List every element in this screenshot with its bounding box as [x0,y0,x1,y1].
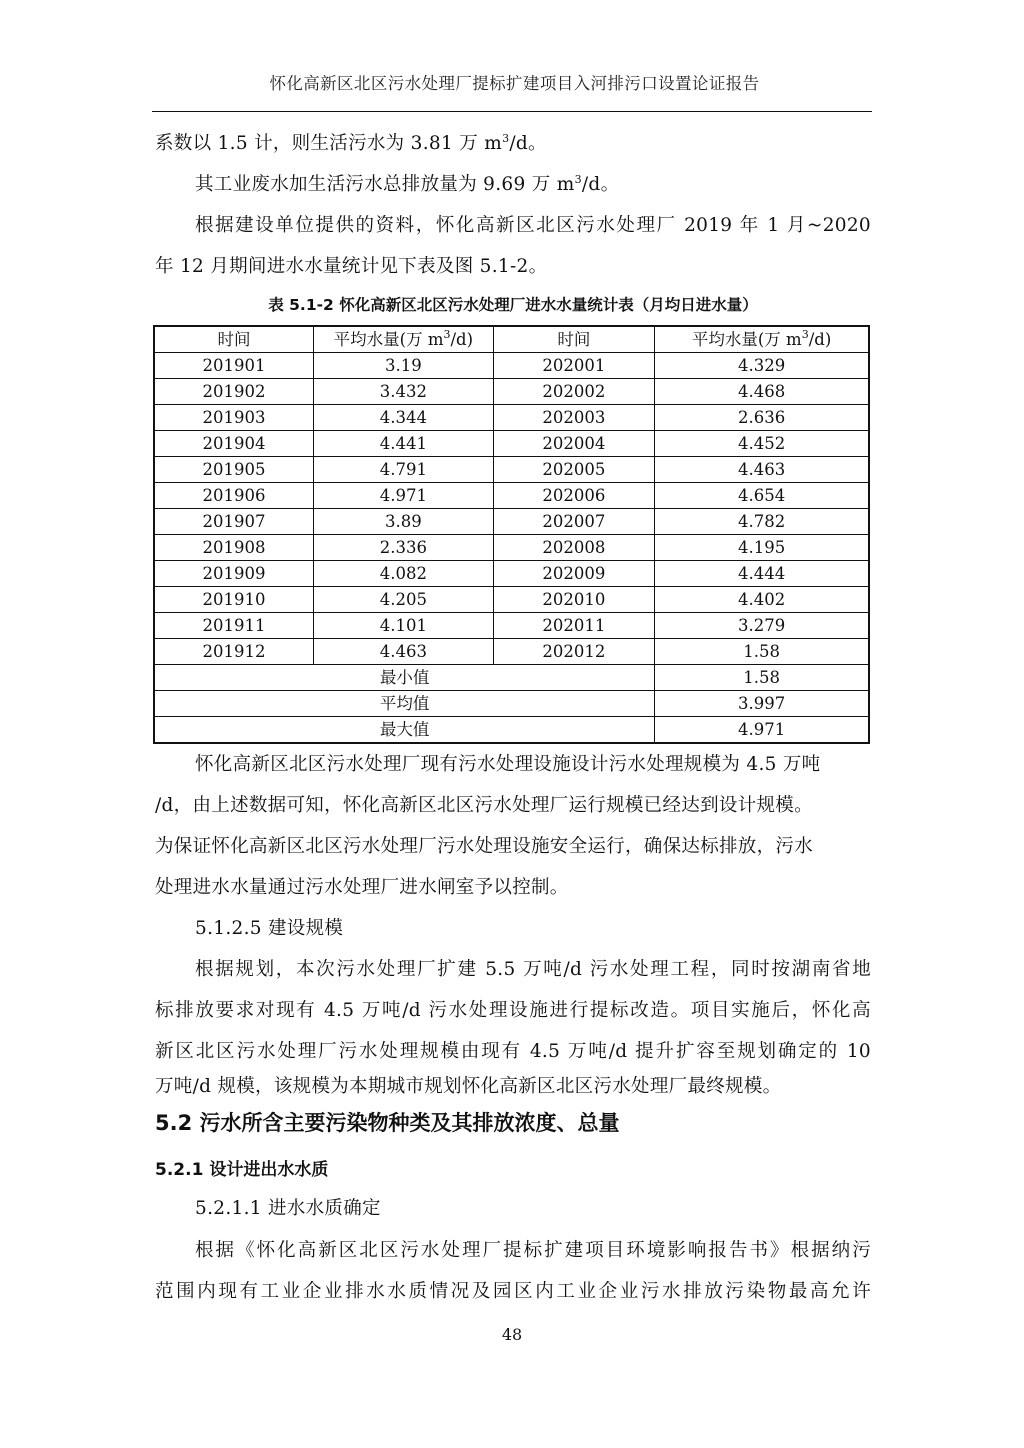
cell-flow: 4.205 [314,587,493,613]
paragraph-scale-line4: 万吨/d 规模，该规模为本期城市规划怀化高新区北区污水处理厂最终规模。 [155,1076,782,1097]
table-row [154,353,869,379]
cell-flow: 4.082 [314,561,493,587]
cell-time: 202008 [493,535,655,561]
paragraph-data-source-line2: 年 12 月期间进水水量统计见下表及图 5.1-2。 [155,256,548,277]
cell-time: 201905 [154,457,314,483]
paragraph-scale-line2: 标排放要求对现有 4.5 万吨/d 污水处理设施进行提标改造。项目实施后，怀化高 [155,1000,871,1021]
table-header-row [154,326,869,353]
summary-label: 最大值 [154,717,655,744]
cell-time: 202012 [493,639,655,665]
cell-time: 202003 [493,405,655,431]
cell-time: 201907 [154,509,314,535]
cell-flow: 4.654 [655,483,869,509]
table-row [154,639,869,665]
cell-time: 202004 [493,431,655,457]
summary-label: 最小值 [154,665,655,691]
cell-time: 201904 [154,431,314,457]
paragraph-data-source-line1: 根据建设单位提供的资料，怀化高新区北区污水处理厂 2019 年 1 月~2020 [195,215,871,236]
cell-flow: 4.195 [655,535,869,561]
summary-value: 3.997 [655,691,869,717]
paragraph-total-discharge: 其工业废水加生活污水总排放量为 9.69 万 $m^3/d$。 [195,173,620,195]
table-row [154,509,869,535]
cell-flow: 4.463 [314,639,493,665]
cell-flow: 4.101 [314,613,493,639]
cell-flow: 4.441 [314,431,493,457]
cell-time: 201910 [154,587,314,613]
cell-flow: 2.336 [314,535,493,561]
table-row [154,561,869,587]
cell-flow: 4.329 [655,353,869,379]
cell-flow: 3.279 [655,613,869,639]
cell-flow: 4.344 [314,405,493,431]
table-row [154,483,869,509]
cell-time: 201909 [154,561,314,587]
paragraph-capacity-line3: 为保证怀化高新区北区污水处理厂污水处理设施安全运行，确保达标排放，污水 [155,836,814,857]
paragraph-scale-line1: 根据规划，本次污水处理厂扩建 5.5 万吨/d 污水处理工程，同时按湖南省地 [195,959,871,980]
cell-time: 202007 [493,509,655,535]
summary-row [154,665,869,691]
cell-flow: 3.89 [314,509,493,535]
summary-value: 4.971 [655,717,869,744]
section-5-2-heading: 5.2 污水所含主要污染物种类及其排放浓度、总量 [155,1111,620,1135]
paragraph-scale-line3: 新区北区污水处理厂污水处理规模由现有 4.5 万吨/d 提升扩容至规划确定的 10 [155,1041,871,1062]
subsection-5211-heading: 5.2.1.1 进水水质确定 [195,1198,381,1219]
page-number: 48 [501,1325,523,1344]
cell-flow: 4.444 [655,561,869,587]
cell-time: 201901 [154,353,314,379]
paragraph-domestic-sewage: 系数以 1.5 计，则生活污水为 3.81 万 $m^3/d$。 [155,132,547,154]
table-row [154,587,869,613]
summary-label: 平均值 [154,691,655,717]
cell-time: 202002 [493,379,655,405]
subsection-5125-heading: 5.1.2.5 建设规模 [195,918,344,939]
summary-value: 1.58 [655,665,869,691]
cell-flow: 3.19 [314,353,493,379]
cell-time: 201903 [154,405,314,431]
header-time: 时间 [154,326,314,353]
cell-flow: 1.58 [655,639,869,665]
cell-time: 201908 [154,535,314,561]
cell-flow: 4.452 [655,431,869,457]
table-row [154,379,869,405]
table-caption: 表 5.1-2 怀化高新区北区污水处理厂进水水量统计表（月均日进水量） [268,296,758,314]
cell-time: 202011 [493,613,655,639]
section-5-2-1-heading: 5.2.1 设计进出水水质 [155,1160,329,1180]
cell-flow: 4.782 [655,509,869,535]
paragraph-influent-line2: 范围内现有工业企业排水水质情况及园区内工业企业污水排放污染物最高允许 [155,1281,871,1302]
paragraph-capacity-line4: 处理进水水量通过污水处理厂进水闸室予以控制。 [155,877,569,898]
paragraph-influent-line1: 根据《怀化高新区北区污水处理厂提标扩建项目环境影响报告书》根据纳污 [195,1240,871,1261]
table-row [154,535,869,561]
cell-time: 201911 [154,613,314,639]
cell-time: 201906 [154,483,314,509]
cell-flow: 2.636 [655,405,869,431]
header-time: 时间 [493,326,655,353]
cell-flow: 4.468 [655,379,869,405]
summary-row [154,717,869,744]
inflow-statistics-table [153,325,870,744]
paragraph-capacity-line1: 怀化高新区北区污水处理厂现有污水处理设施设计污水处理规模为 4.5 万吨 [195,754,821,775]
table-row [154,405,869,431]
header-flow: 平均水量(万 $m^3/d$) [655,326,869,353]
table-row [154,613,869,639]
cell-time: 201902 [154,379,314,405]
cell-flow: 4.971 [314,483,493,509]
running-header: 怀化高新区北区污水处理厂提标扩建项目入河排污口设置论证报告 [269,74,760,93]
header-rule [152,111,872,112]
cell-time: 202009 [493,561,655,587]
cell-time: 201912 [154,639,314,665]
summary-row [154,691,869,717]
cell-flow: 4.791 [314,457,493,483]
cell-time: 202006 [493,483,655,509]
cell-flow: 3.432 [314,379,493,405]
table-row [154,431,869,457]
cell-flow: 4.463 [655,457,869,483]
cell-flow: 4.402 [655,587,869,613]
cell-time: 202001 [493,353,655,379]
paragraph-capacity-line2: /d，由上述数据可知，怀化高新区北区污水处理厂运行规模已经达到设计规模。 [155,795,813,816]
cell-time: 202005 [493,457,655,483]
header-flow: 平均水量(万 $m^3/d$) [314,326,493,353]
table-row [154,457,869,483]
cell-time: 202010 [493,587,655,613]
